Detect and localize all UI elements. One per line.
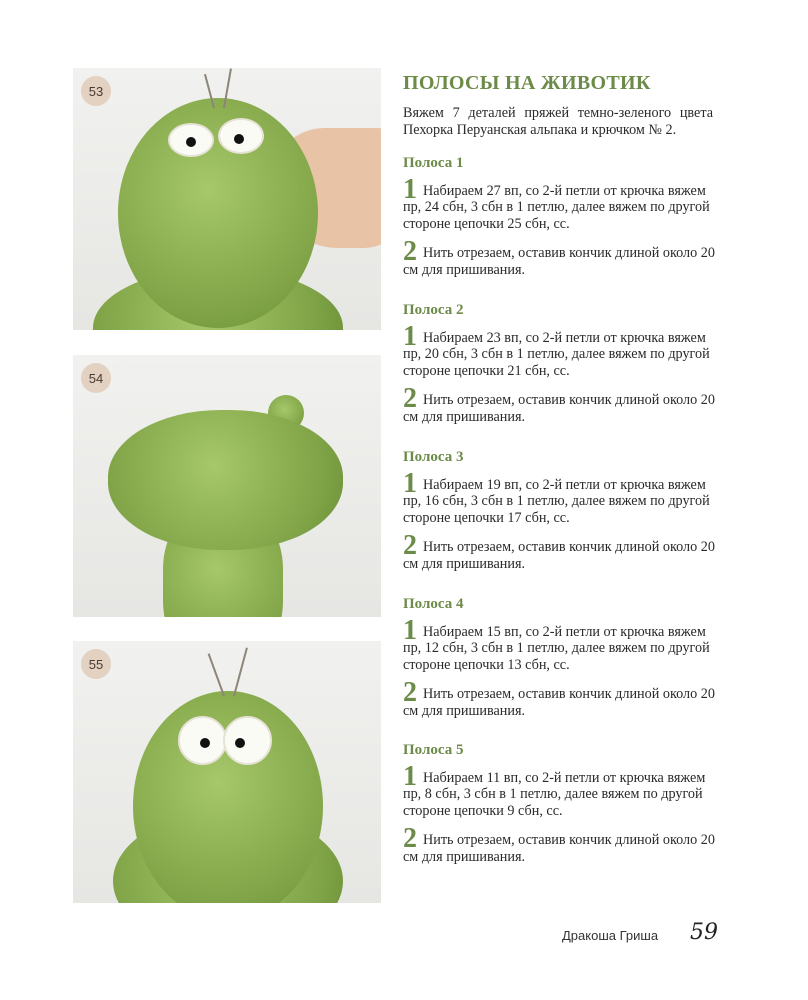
instruction-step <box>403 173 715 233</box>
instruction-step <box>403 677 715 719</box>
stripe-heading: Полоса 4 <box>403 596 464 612</box>
instruction-step <box>403 760 715 820</box>
step-number: 2 <box>403 823 417 854</box>
step-number: 1 <box>403 614 417 646</box>
stripe-section <box>403 449 715 584</box>
step-number: 1 <box>403 467 417 499</box>
instruction-step <box>403 236 715 278</box>
step-text: Набираем 11 вп, со 2-й петли от крючка вяжем пр, 8 сбн, 3 сбн в 1 петлю, далее вяжем по другой стороне цепочки 9 сбн, сс. <box>403 769 706 819</box>
step-text: Набираем 15 вп, со 2-й петли от крючка вяжем пр, 12 сбн, 3 сбн в 1 петлю, далее вяжем по другой стороне цепочки 13 сбн, сс. <box>403 623 710 673</box>
dragon-eye <box>168 123 214 157</box>
stripe-section <box>403 742 715 877</box>
section-title: ПОЛОСЫ НА ЖИВОТИК <box>403 72 651 94</box>
instruction-step <box>403 383 715 425</box>
step-number: 1 <box>403 320 417 352</box>
step-text: Набираем 19 вп, со 2-й петли от крючка вяжем пр, 16 сбн, 3 сбн в 1 петлю, далее вяжем по другой стороне цепочки 17 сбн, сс. <box>403 476 710 526</box>
instruction-step <box>403 614 715 674</box>
step-text: Нить отрезаем, оставив кончик длиной около 20 см для пришивания. <box>403 392 715 425</box>
step-number: 2 <box>403 677 417 708</box>
step-badge: 55 <box>81 649 111 679</box>
step-text: Нить отрезаем, оставив кончик длиной около 20 см для пришивания. <box>403 686 715 719</box>
dragon-head <box>108 410 343 550</box>
stripe-section <box>403 155 715 290</box>
stripe-heading: Полоса 1 <box>403 155 464 171</box>
step-number: 1 <box>403 760 417 792</box>
step-number: 1 <box>403 173 417 205</box>
stripe-heading: Полоса 5 <box>403 742 464 758</box>
instruction-step <box>403 530 715 572</box>
step-text: Нить отрезаем, оставив кончик длиной около 20 см для пришивания. <box>403 245 715 278</box>
photo-step-53 <box>73 68 381 330</box>
step-number: 2 <box>403 236 417 267</box>
step-text: Нить отрезаем, оставив кончик длиной около 20 см для пришивания. <box>403 539 715 572</box>
intro-paragraph: Вяжем 7 деталей пряжей темно-зеленого цвета Пехорка Перуанская альпака и крючком № 2. <box>403 105 713 138</box>
step-text: Набираем 27 вп, со 2-й петли от крючка вяжем пр, 24 сбн, 3 сбн в 1 петлю, далее вяжем по другой стороне цепочки 25 сбн, сс. <box>403 182 710 232</box>
instruction-step <box>403 823 715 865</box>
step-number: 2 <box>403 383 417 414</box>
step-text: Нить отрезаем, оставив кончик длиной около 20 см для пришивания. <box>403 832 715 865</box>
dragon-eye <box>178 716 227 765</box>
stripe-heading: Полоса 2 <box>403 302 464 318</box>
step-badge: 54 <box>81 363 111 393</box>
step-number: 2 <box>403 530 417 561</box>
instruction-step <box>403 320 715 380</box>
dragon-head <box>133 691 323 903</box>
step-badge: 53 <box>81 76 111 106</box>
step-text: Набираем 23 вп, со 2-й петли от крючка вяжем пр, 20 сбн, 3 сбн в 1 петлю, далее вяжем по другой стороне цепочки 21 сбн, сс. <box>403 329 710 379</box>
dragon-eye <box>218 118 264 154</box>
instruction-step <box>403 467 715 527</box>
stripe-section <box>403 302 715 437</box>
dragon-eye <box>223 716 272 765</box>
photo-step-54 <box>73 355 381 617</box>
page-number: 59 <box>690 920 718 945</box>
stripe-heading: Полоса 3 <box>403 449 464 465</box>
book-title: Дракоша Гриша <box>562 928 659 943</box>
stripe-section <box>403 596 715 731</box>
photo-step-55 <box>73 641 381 903</box>
